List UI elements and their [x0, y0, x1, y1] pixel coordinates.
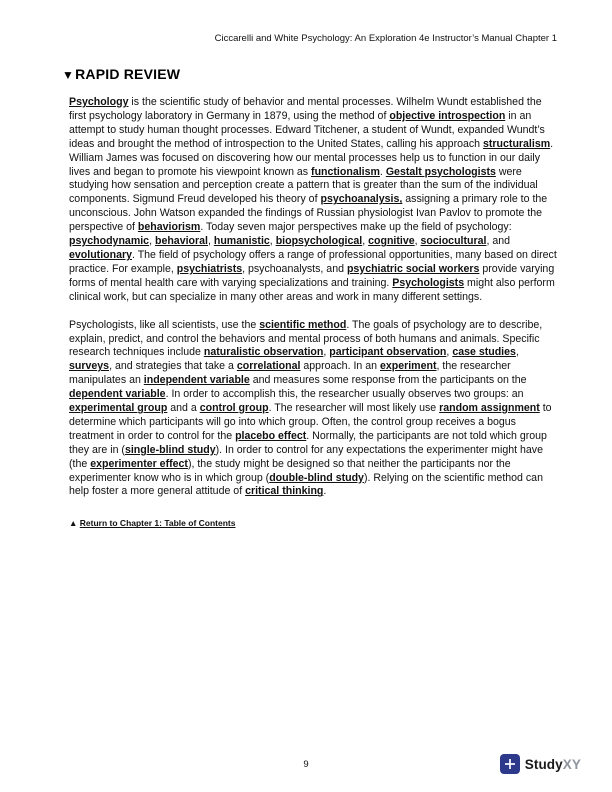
text-run: provide varying forms of mental health care with varying specializations and training.: [69, 262, 555, 289]
text-run: . Normally, the participants are not told which group they are in (: [69, 429, 547, 456]
key-term: biopsychological: [275, 235, 363, 248]
text-run: ,: [362, 235, 369, 248]
text-run: ,: [414, 235, 421, 248]
key-term: critical thinking: [245, 485, 324, 498]
running-header: Ciccarelli and White Psychology: An Exploration 4e Instructor’s Manual Chapter 1: [214, 33, 557, 44]
key-term: Psychologists: [392, 276, 465, 289]
logo-text-xy: XY: [562, 756, 581, 772]
paragraph: [69, 319, 558, 500]
key-term: surveys: [69, 360, 110, 373]
text-run: , the researcher manipulates an: [69, 360, 511, 387]
key-term: psychiatrists: [176, 262, 243, 275]
text-run: ). Relying on the scientific method can help foster a more general attitude of: [69, 471, 543, 498]
section-title: RAPID REVIEW: [75, 66, 181, 82]
key-term: experimental group: [69, 402, 168, 415]
text-run: . William James was focused on discovering how our mental processes help us to function in our daily lives and began to promote his viewpoint known as: [69, 137, 554, 178]
triangle-down-icon: ▼: [62, 68, 75, 82]
text-run: , and: [486, 235, 511, 248]
key-term: functionalism: [311, 165, 380, 178]
text-run: and measures some response from the participants on the: [249, 374, 527, 387]
plus-icon: [504, 758, 516, 770]
triangle-up-icon: ▲: [69, 518, 78, 529]
key-term: case studies: [452, 346, 516, 359]
text-run: assigning a primary role to the unconscious. John Watson expanded the findings of Russian physiologist Ivan Pavlov to promote the perspective of: [69, 193, 548, 234]
text-run: . In order to accomplish this, the researcher usually observes two groups: an: [165, 388, 524, 401]
body-paragraphs: [62, 96, 558, 499]
paragraph: [69, 96, 558, 305]
key-term: correlational: [236, 360, 301, 373]
text-run: .: [323, 485, 327, 498]
studyxy-logo: [500, 754, 581, 774]
key-term: Gestalt psychologists: [385, 165, 496, 178]
key-term: structuralism: [483, 137, 551, 150]
key-term: psychoanalysis,: [320, 193, 403, 206]
text-run: approach. In an: [300, 360, 380, 373]
key-term: independent variable: [143, 374, 250, 387]
text-run: , psychoanalysts, and: [242, 262, 347, 275]
key-term: experiment: [379, 360, 437, 373]
studyxy-logo-text: [525, 757, 581, 772]
key-term: psychodynamic: [69, 235, 150, 248]
text-run: were studying how sensation and perception create a pattern that is greater than the sum of the individual components. Sigmund Freud developed his theory of: [69, 165, 538, 206]
page-number: 9: [303, 759, 309, 770]
text-run: ), the study might be designed so that neither the participants nor the experimenter know who is in which group (: [69, 457, 511, 484]
text-run: . The field of psychology offers a range of professional opportunities, many based on direct practice. For example,: [69, 248, 557, 275]
text-run: . The researcher will most likely use: [268, 402, 440, 415]
return-to-toc-link[interactable]: [69, 518, 235, 528]
text-run: ,: [207, 235, 214, 248]
text-run: Psychologists, like all scientists, use the: [69, 318, 260, 331]
key-term: placebo effect: [235, 429, 307, 442]
text-run: is the scientific study of behavior and mental processes. Wilhelm Wundt established the first psychology laboratory in Germany in 1879, using the method of: [69, 96, 542, 122]
text-run: and a: [167, 402, 200, 415]
key-term: double-blind study: [269, 471, 364, 484]
logo-text-study: Study: [524, 756, 563, 772]
text-run: . The goals of psychology are to describe, explain, predict, and control the behaviors and mental process of both humans and animals. Specific research techniques include: [69, 318, 543, 359]
key-term: single-blind study: [124, 443, 216, 456]
key-term: naturalistic observation: [203, 346, 324, 359]
text-run: in an attempt to study human thought processes. Edward Titchener, a student of Wundt, expanded Wundt’s ideas and brought the method of introspection to the United States, calling his approach: [69, 109, 545, 150]
key-term: objective introspection: [389, 109, 506, 122]
key-term: scientific method: [259, 318, 347, 331]
key-term: dependent variable: [69, 388, 166, 401]
key-term: psychiatric social workers: [346, 262, 480, 275]
text-run: to determine which participants will go into which group. Often, the control group receives a bogus treatment in order to control for the: [69, 402, 552, 442]
return-link-text: Return to Chapter 1: Table of Contents: [79, 518, 236, 529]
key-term: cognitive: [368, 235, 415, 248]
key-term: participant observation: [329, 346, 447, 359]
text-run: ,: [446, 346, 453, 359]
key-term: control group: [199, 402, 269, 415]
studyxy-logo-mark: [500, 754, 520, 774]
key-term: sociocultural: [420, 235, 487, 248]
text-run: might also perform clinical work, but can specialize in many other areas and work in many different settings.: [69, 276, 555, 303]
text-run: ,: [323, 346, 330, 359]
key-term: humanistic: [213, 235, 270, 248]
text-run: . Today seven major perspectives make up the field of psychology:: [200, 221, 512, 234]
text-run: .: [379, 165, 386, 178]
text-run: ,: [149, 235, 155, 248]
section-heading: [62, 66, 558, 82]
key-term: behaviorism: [137, 221, 201, 234]
key-term: behavioral: [154, 235, 208, 248]
text-run: ,: [269, 235, 276, 248]
text-run: , and strategies that take a: [109, 360, 237, 373]
key-term: evolutionary: [69, 248, 132, 261]
key-term: Psychology: [69, 96, 129, 108]
text-run: ,: [515, 346, 519, 359]
key-term: random assignment: [439, 402, 540, 415]
key-term: experimenter effect: [90, 457, 188, 470]
text-run: ). In order to control for any expectations the experimenter might have (the: [69, 443, 543, 470]
page-content: [62, 66, 558, 531]
